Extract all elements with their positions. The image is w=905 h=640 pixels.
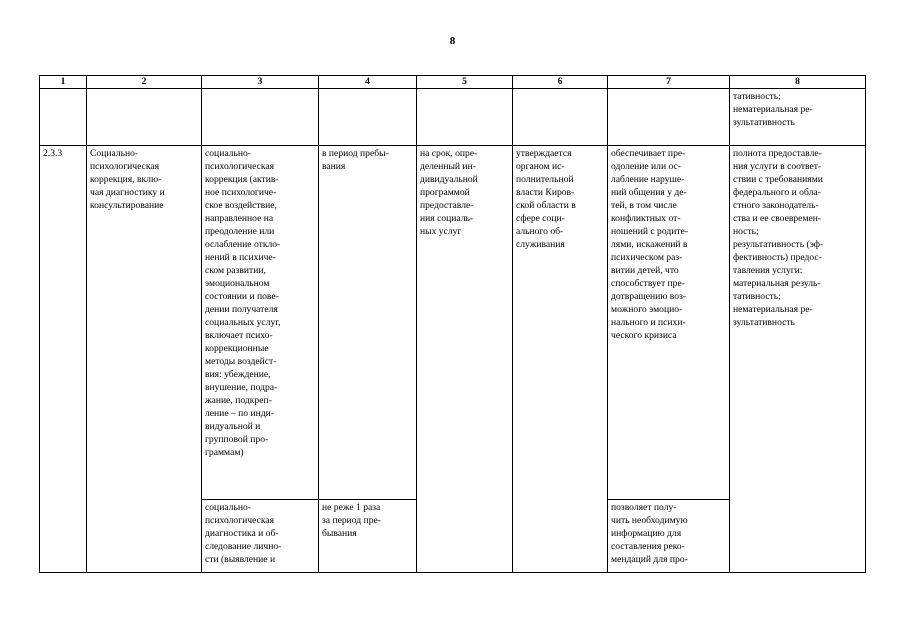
text-line: ния социаль-: [420, 213, 474, 224]
text-line: ском развитии,: [205, 265, 266, 276]
text-line: ния услуги в соответ-: [733, 161, 822, 172]
table-row: [40, 146, 866, 500]
text-line: ства и ее своевремен-: [733, 213, 822, 224]
text-line: включает психо-: [205, 330, 273, 341]
col-header-8: 8: [730, 76, 866, 89]
text-line: состоянии и пове-: [205, 291, 279, 302]
sub1-description-cell: [202, 146, 319, 500]
text-line: тативность;: [733, 291, 781, 302]
text-line: дении получателя: [205, 304, 278, 315]
text-line: психологическая: [205, 161, 275, 172]
text-line: ное психологиче-: [205, 187, 277, 198]
text-line: Социально-: [90, 148, 139, 159]
text-line: материальная резуль-: [733, 278, 821, 289]
text-line: граммам): [205, 447, 244, 458]
text-line: диагностика и об-: [205, 528, 279, 539]
page-number: 8: [449, 35, 456, 47]
sub2-period-cell: [319, 500, 417, 573]
continuation-row: [40, 89, 866, 146]
text-line: ных услуг: [420, 226, 462, 237]
text-line: лями, искажений в: [611, 239, 688, 250]
cont-cell-2: [87, 89, 202, 146]
text-line: за период пре-: [322, 515, 381, 526]
text-line: видуальной и: [205, 421, 261, 432]
text-line: чить необходимую: [611, 515, 688, 526]
text-line: ствии с требованиями: [733, 174, 823, 185]
text-line: направленное на: [205, 213, 274, 224]
text-line: социально-: [205, 148, 251, 159]
text-line: позволяет полу-: [611, 502, 677, 513]
header-row: [40, 76, 866, 89]
text-line: вания: [322, 161, 346, 172]
text-line: ослабление откло-: [205, 239, 281, 250]
text-line: бывания: [322, 528, 357, 539]
sub1-period-cell: [319, 146, 417, 500]
col-header-6: 6: [513, 76, 608, 89]
text-line: не реже 1 раза: [322, 502, 381, 513]
text-line: конфликтных от-: [611, 213, 681, 224]
text-line: можного эмоцио-: [611, 304, 683, 315]
text-line: полнительной: [516, 174, 574, 185]
sub1-effect-cell: [608, 146, 730, 500]
text-line: зультативность: [733, 117, 795, 128]
term-cell: [417, 146, 513, 573]
text-line: ческого кризиса: [611, 330, 677, 341]
text-line: утверждается: [516, 148, 572, 159]
text-line: составления реко-: [611, 541, 685, 552]
text-line: преодоление или: [205, 226, 275, 237]
text-line: полнота предоставле-: [733, 148, 822, 159]
text-line: способствует пре-: [611, 278, 685, 289]
text-line: эмоциональном: [205, 278, 270, 289]
text-line: тей, в том числе: [611, 200, 677, 211]
col-header-7: 7: [608, 76, 730, 89]
text-line: ального об-: [516, 226, 564, 237]
cont-cell-5: [417, 89, 513, 146]
text-line: одоление или ос-: [611, 161, 681, 172]
text-line: социально-: [205, 502, 251, 513]
text-line: вия: убеждение,: [205, 369, 271, 380]
text-line: в период пребы-: [322, 148, 389, 159]
text-line: психическом раз-: [611, 252, 683, 263]
sub2-description-cell: [202, 500, 319, 573]
text-line: нематериальная ре-: [733, 304, 813, 315]
text-line: витии детей, что: [611, 265, 679, 276]
text-line: программой: [420, 187, 470, 198]
text-line: следование лично-: [205, 541, 282, 552]
col-header-3: 3: [202, 76, 319, 89]
text-line: обеспечивает пре-: [611, 148, 686, 159]
text-line: сфере соци-: [516, 213, 565, 224]
text-line: консультирование: [90, 200, 164, 211]
cont-cell-6: [513, 89, 608, 146]
text-line: чая диагностику и: [90, 187, 165, 198]
text-line: предоставле-: [420, 200, 474, 211]
text-line: результативность (эф-: [733, 239, 824, 250]
services-table: [39, 75, 866, 573]
text-line: органом ис-: [516, 161, 565, 172]
cont-cell-4: [319, 89, 417, 146]
text-line: деленный ин-: [420, 161, 476, 172]
row-number: 2.3.3: [40, 146, 87, 573]
text-line: психологическая: [205, 515, 275, 526]
text-line: ское воздействие,: [205, 200, 277, 211]
col-header-1: 1: [40, 76, 87, 89]
cont-quality-cell: [730, 89, 866, 146]
col-header-5: 5: [417, 76, 513, 89]
text-line: ность;: [733, 226, 759, 237]
col-header-2: 2: [87, 76, 202, 89]
cont-cell-3: [202, 89, 319, 146]
text-line: зультативность: [733, 317, 795, 328]
text-line: коррекционные: [205, 343, 269, 354]
text-line: коррекция (актив-: [205, 174, 279, 185]
text-line: ний общения у де-: [611, 187, 687, 198]
text-line: нематериальная ре-: [733, 104, 813, 115]
text-line: групповой про-: [205, 434, 269, 445]
text-line: информацию для: [611, 528, 682, 539]
cont-cell-1: [40, 89, 87, 146]
text-line: власти Киров-: [516, 187, 575, 198]
text-line: ской области в: [516, 200, 576, 211]
text-line: коррекция, вклю-: [90, 174, 162, 185]
text-line: мендаций для про-: [611, 554, 688, 565]
text-line: лабление наруше-: [611, 174, 685, 185]
text-line: ление – по инди-: [205, 408, 274, 419]
text-line: нального и психи-: [611, 317, 686, 328]
text-line: дотвращению воз-: [611, 291, 687, 302]
text-line: сти (выявление и: [205, 554, 276, 565]
text-line: фективность) предос-: [733, 252, 822, 263]
quality-cell: [730, 146, 866, 573]
text-line: служивания: [516, 239, 565, 250]
approved-cell: [513, 146, 608, 573]
text-line: на срок, опре-: [420, 148, 478, 159]
text-line: психологическая: [90, 161, 160, 172]
service-name-cell: [87, 146, 202, 573]
text-line: социальных услуг,: [205, 317, 281, 328]
sub2-effect-cell: [608, 500, 730, 573]
text-line: ношений с родите-: [611, 226, 689, 237]
text-line: внушение, подра-: [205, 382, 278, 393]
cont-cell-7: [608, 89, 730, 146]
col-header-4: 4: [319, 76, 417, 89]
text-line: федерального и обла-: [733, 187, 821, 198]
text-line: нений в психиче-: [205, 252, 276, 263]
text-line: стного законодатель-: [733, 200, 819, 211]
text-line: дивидуальной: [420, 174, 478, 185]
text-line: жание, подкреп-: [205, 395, 272, 406]
text-line: тативность;: [733, 91, 781, 102]
text-line: методы воздейст-: [205, 356, 277, 367]
text-line: тавления услуги:: [733, 265, 803, 276]
